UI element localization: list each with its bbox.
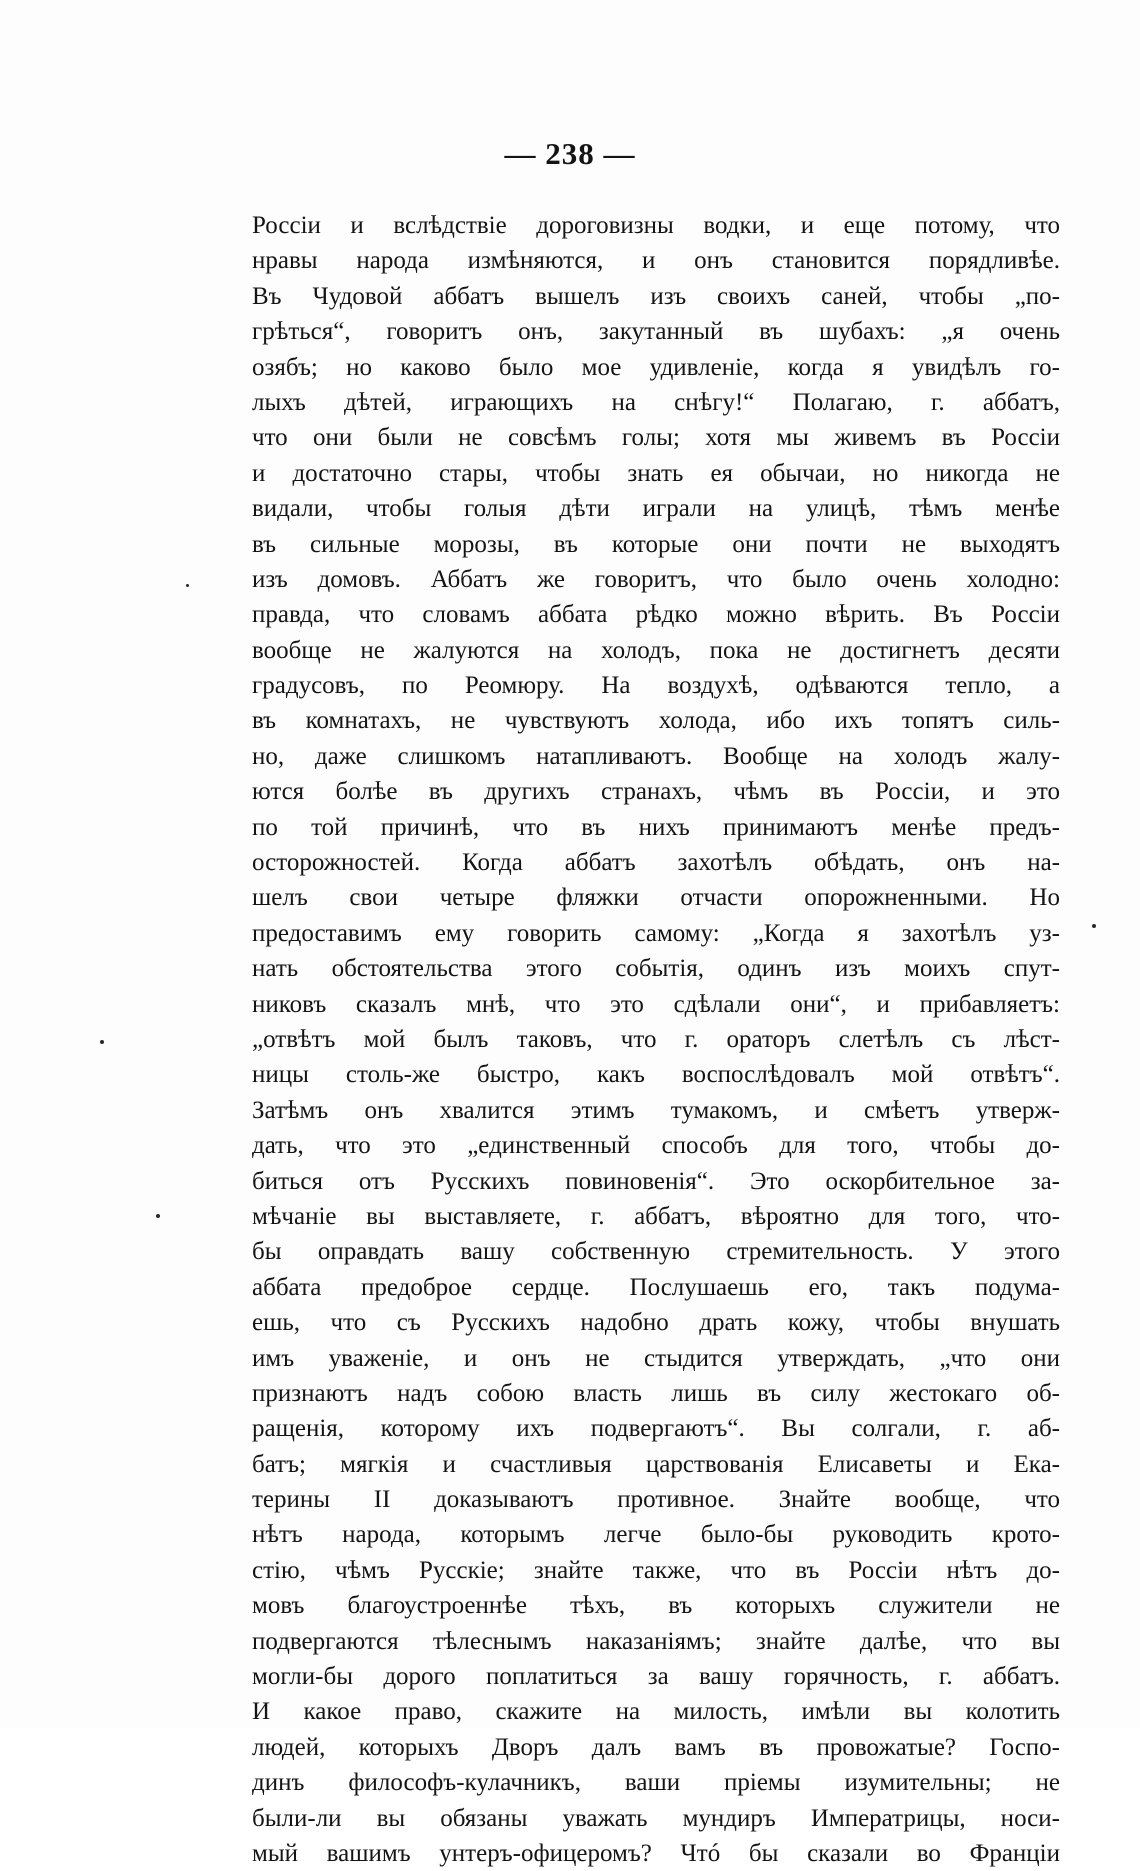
text-line: батъ; мягкія и счастливыя царствованія Елисаветы и Ека- — [252, 1450, 1060, 1478]
text-line: были-ли вы обязаны уважать мундиръ Императрицы, носи- — [252, 1804, 1060, 1832]
text-line: нравы народа измѣняются, и онъ становится порядливѣе. — [252, 247, 1060, 275]
text-line: мый вашимъ унтеръ-офицеромъ? Чтó бы сказали во Франціи — [252, 1839, 1060, 1867]
text-line: но, даже слишкомъ натапливаютъ. Вообще на холодъ жалу- — [252, 742, 1060, 770]
scan-speck — [1092, 924, 1096, 928]
text-line: никовъ сказалъ мнѣ, что это сдѣлали они“, и прибавляетъ: — [252, 990, 1060, 1018]
text-line: мовъ благоустроеннѣе тѣхъ, въ которыхъ служители не — [252, 1592, 1060, 1620]
text-line: терины II доказываютъ противное. Знайте вообще, что — [252, 1486, 1060, 1514]
text-line: предоставимъ ему говорить самому: „Когда я захотѣлъ уз- — [252, 919, 1060, 947]
text-line: озябъ; но каково было мое удивленіе, когда я увидѣлъ го- — [252, 353, 1060, 381]
text-line: лыхъ дѣтей, играющихъ на снѣгу!“ Полагаю, г. аббатъ, — [252, 388, 1060, 416]
text-line: бы оправдать вашу собственную стремительность. У этого — [252, 1238, 1060, 1266]
text-line: вообще не жалуются на холодъ, пока не достигнетъ десяти — [252, 636, 1060, 664]
text-line: въ сильные морозы, въ которые они почти не выходятъ — [252, 530, 1060, 558]
scan-speck — [156, 1214, 160, 1218]
text-line: шелъ свои четыре фляжки отчасти опорожненными. Но — [252, 884, 1060, 912]
text-line: видали, чтобы голыя дѣти играли на улицѣ, тѣмъ менѣе — [252, 495, 1060, 523]
text-line: людей, которыхъ Дворъ далъ вамъ въ провожатые? Госпо- — [252, 1733, 1060, 1761]
text-line: Россіи и вслѣдствіе дороговизны водки, и еще потому, что — [252, 212, 1060, 239]
text-line: стію, чѣмъ Русскіе; знайте также, что въ Россіи нѣтъ до- — [252, 1556, 1060, 1584]
text-line: нать обстоятельства этого событія, одинъ изъ моихъ спут- — [252, 955, 1060, 983]
text-line: осторожностей. Когда аббатъ захотѣлъ обѣдать, онъ на- — [252, 849, 1060, 877]
text-line: ются болѣе въ другихъ странахъ, чѣмъ въ Россіи, и это — [252, 778, 1060, 806]
text-line: подвергаются тѣлеснымъ наказаніямъ; знайте далѣе, что вы — [252, 1627, 1060, 1655]
text-line: изъ домовъ. Аббатъ же говоритъ, что было очень холодно: — [252, 565, 1060, 593]
text-line: въ комнатахъ, не чувствуютъ холода, ибо ихъ топятъ силь- — [252, 707, 1060, 735]
text-line: Въ Чудовой аббатъ вышелъ изъ своихъ саней, чтобы „по- — [252, 282, 1060, 310]
page-number: — 238 — — [504, 136, 636, 171]
text-line: биться отъ Русскихъ повиновенія“. Это оскорбительное за- — [252, 1167, 1060, 1195]
text-line: градусовъ, по Реомюру. На воздухѣ, одѣваются тепло, а — [252, 672, 1060, 700]
body-text — [252, 208, 1060, 1871]
text-line: правда, что словамъ аббата рѣдко можно вѣрить. Въ Россіи — [252, 601, 1060, 629]
text-line: что они были не совсѣмъ голы; хотя мы живемъ въ Россіи — [252, 424, 1060, 452]
text-line: ницы столь-же быстро, какъ воспослѣдовалъ мой отвѣтъ“. — [252, 1061, 1060, 1089]
text-line: признаютъ надъ собою власть лишь въ силу жестокаго об- — [252, 1379, 1060, 1407]
text-line: имъ уваженіе, и онъ не стыдится утверждать, „что они — [252, 1344, 1060, 1372]
text-line: нѣтъ народа, которымъ легче было-бы руководить крото- — [252, 1521, 1060, 1549]
text-line: и достаточно стары, чтобы знать ея обычаи, но никогда не — [252, 459, 1060, 487]
text-line: аббата предоброе сердце. Послушаешь его, такъ подума- — [252, 1273, 1060, 1301]
text-line: динъ философъ-кулачникъ, ваши пріемы изумительны; не — [252, 1769, 1060, 1797]
text-line: грѣться“, говоритъ онъ, закутанный въ шубахъ: „я очень — [252, 318, 1060, 346]
text-line: дать, что это „единственный способъ для того, чтобы до- — [252, 1132, 1060, 1160]
text-line: по той причинѣ, что въ нихъ принимаютъ менѣе предъ- — [252, 813, 1060, 841]
text-line: И какое право, скажите на милость, имѣли вы колотить — [252, 1698, 1060, 1726]
text-line: могли-бы дорого поплатиться за вашу горячность, г. аббатъ. — [252, 1663, 1060, 1691]
text-line: „отвѣтъ мой былъ таковъ, что г. ораторъ слетѣлъ съ лѣст- — [252, 1025, 1060, 1053]
scan-speck — [186, 584, 189, 587]
text-line: ращенія, которому ихъ подвергаютъ“. Вы солгали, г. аб- — [252, 1415, 1060, 1443]
text-line: ешь, что съ Русскихъ надобно драть кожу, чтобы внушать — [252, 1309, 1060, 1337]
text-line: мѣчаніе вы выставляете, г. аббатъ, вѣроятно для того, что- — [252, 1202, 1060, 1230]
text-line: Затѣмъ онъ хвалится этимъ тумакомъ, и смѣетъ утверж- — [252, 1096, 1060, 1124]
scan-speck — [100, 1040, 104, 1044]
